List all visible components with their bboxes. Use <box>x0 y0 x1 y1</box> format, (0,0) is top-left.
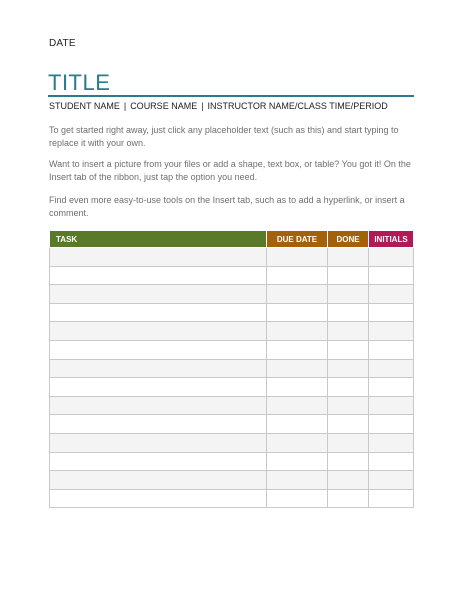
task-table <box>49 230 414 508</box>
table-header-row <box>50 231 414 248</box>
task-cell[interactable] <box>50 415 267 434</box>
subtitle-line <box>49 101 388 111</box>
done-cell[interactable] <box>328 359 369 378</box>
due-date-cell[interactable] <box>267 340 328 359</box>
task-cell[interactable] <box>50 285 267 304</box>
done-cell[interactable] <box>328 266 369 285</box>
done-cell[interactable] <box>328 471 369 490</box>
done-cell[interactable] <box>328 285 369 304</box>
due-date-cell[interactable] <box>267 378 328 397</box>
due-date-cell[interactable] <box>267 471 328 490</box>
title-divider <box>48 95 414 97</box>
due-date-cell[interactable] <box>267 415 328 434</box>
initials-cell[interactable] <box>369 359 414 378</box>
initials-cell[interactable] <box>369 378 414 397</box>
instructor-field[interactable]: INSTRUCTOR NAME/CLASS TIME/PERIOD <box>207 101 388 111</box>
initials-cell[interactable] <box>369 248 414 267</box>
done-cell[interactable] <box>328 396 369 415</box>
table-row <box>50 452 414 471</box>
column-header-initials: INITIALS <box>369 231 414 248</box>
table-row <box>50 303 414 322</box>
initials-cell[interactable] <box>369 452 414 471</box>
done-cell[interactable] <box>328 322 369 341</box>
task-cell[interactable] <box>50 303 267 322</box>
initials-cell[interactable] <box>369 322 414 341</box>
initials-cell[interactable] <box>369 285 414 304</box>
table-row <box>50 248 414 267</box>
done-cell[interactable] <box>328 248 369 267</box>
task-cell[interactable] <box>50 471 267 490</box>
due-date-cell[interactable] <box>267 433 328 452</box>
column-header-done: DONE <box>328 231 369 248</box>
due-date-cell[interactable] <box>267 266 328 285</box>
done-cell[interactable] <box>328 433 369 452</box>
due-date-cell[interactable] <box>267 322 328 341</box>
date-field[interactable]: DATE <box>49 38 76 49</box>
done-cell[interactable] <box>328 303 369 322</box>
due-date-cell[interactable] <box>267 359 328 378</box>
task-cell[interactable] <box>50 248 267 267</box>
initials-cell[interactable] <box>369 433 414 452</box>
task-cell[interactable] <box>50 489 267 508</box>
initials-cell[interactable] <box>369 396 414 415</box>
task-table-body <box>50 248 414 508</box>
due-date-cell[interactable] <box>267 285 328 304</box>
table-row <box>50 266 414 285</box>
subtitle-separator: | <box>123 101 127 111</box>
table-row <box>50 285 414 304</box>
due-date-cell[interactable] <box>267 396 328 415</box>
instruction-paragraph[interactable]: Find even more easy-to-use tools on the Insert tab, such as to add a hyperlink, or insert a comment. <box>49 195 405 218</box>
column-header-task: TASK <box>50 231 267 248</box>
done-cell[interactable] <box>328 415 369 434</box>
done-cell[interactable] <box>328 452 369 471</box>
due-date-cell[interactable] <box>267 248 328 267</box>
task-cell[interactable] <box>50 378 267 397</box>
table-row <box>50 471 414 490</box>
task-cell[interactable] <box>50 452 267 471</box>
table-row <box>50 322 414 341</box>
task-cell[interactable] <box>50 359 267 378</box>
table-row <box>50 396 414 415</box>
page-title[interactable]: TITLE <box>48 70 111 95</box>
initials-cell[interactable] <box>369 340 414 359</box>
table-row <box>50 489 414 508</box>
done-cell[interactable] <box>328 378 369 397</box>
initials-cell[interactable] <box>369 415 414 434</box>
table-row <box>50 359 414 378</box>
table-row <box>50 433 414 452</box>
done-cell[interactable] <box>328 489 369 508</box>
done-cell[interactable] <box>328 340 369 359</box>
table-row <box>50 340 414 359</box>
task-cell[interactable] <box>50 322 267 341</box>
table-row <box>50 378 414 397</box>
initials-cell[interactable] <box>369 303 414 322</box>
task-cell[interactable] <box>50 266 267 285</box>
table-row <box>50 415 414 434</box>
course-name-field[interactable]: COURSE NAME <box>130 101 198 111</box>
initials-cell[interactable] <box>369 266 414 285</box>
due-date-cell[interactable] <box>267 303 328 322</box>
due-date-cell[interactable] <box>267 489 328 508</box>
initials-cell[interactable] <box>369 471 414 490</box>
due-date-cell[interactable] <box>267 452 328 471</box>
instruction-paragraph[interactable]: To get started right away, just click any placeholder text (such as this) and start typing to replace it with your own. <box>49 125 399 148</box>
task-cell[interactable] <box>50 396 267 415</box>
column-header-due-date: DUE DATE <box>267 231 328 248</box>
initials-cell[interactable] <box>369 489 414 508</box>
student-name-field[interactable]: STUDENT NAME <box>49 101 120 111</box>
instruction-paragraph[interactable]: Want to insert a picture from your files or add a shape, text box, or table? You got it! On the Insert tab of the ribbon, just tap the option you need. <box>49 159 411 182</box>
subtitle-separator: | <box>201 101 204 111</box>
task-cell[interactable] <box>50 433 267 452</box>
task-cell[interactable] <box>50 340 267 359</box>
